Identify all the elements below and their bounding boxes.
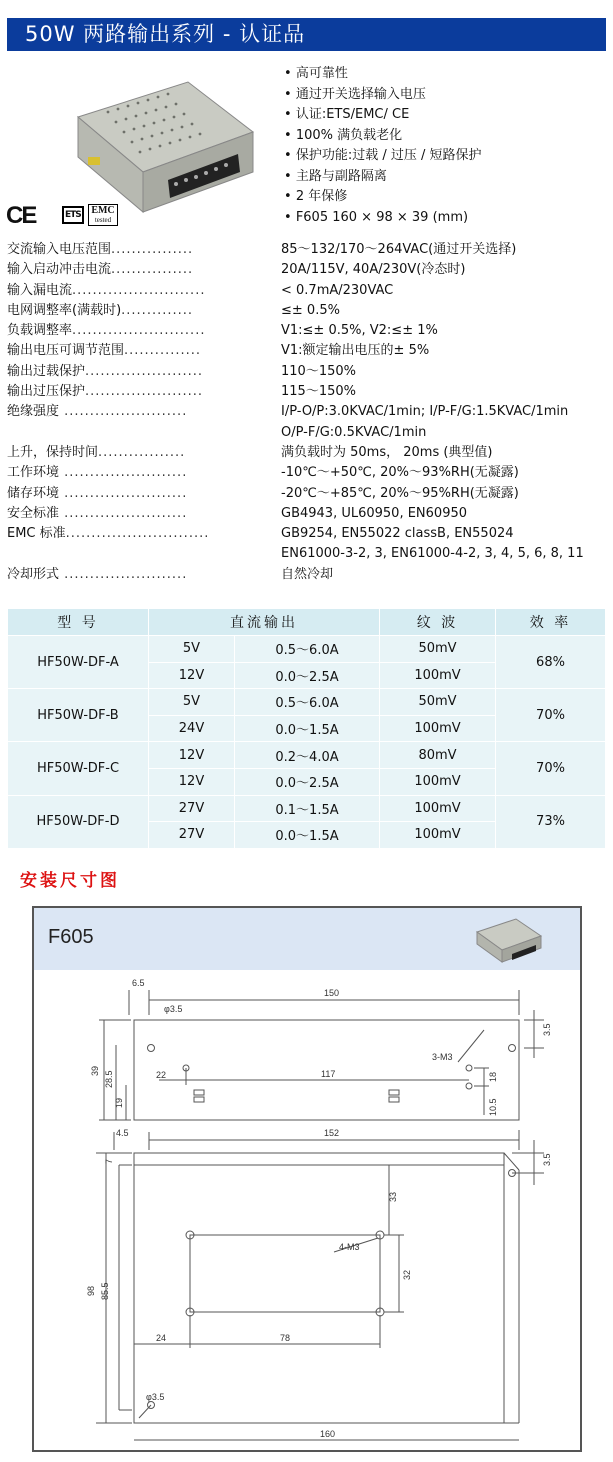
spec-key-text: EMC 标准 <box>7 526 66 542</box>
feature-item: • 保护功能:过载 / 过压 / 短路保护 <box>284 146 481 167</box>
model-name: HF50W-DF-C <box>8 742 149 795</box>
dim-33: 33 <box>388 1191 398 1202</box>
spec-dots: .......................... <box>72 282 206 298</box>
spec-value: V1:≤± 0.5%, V2:≤± 1% <box>281 323 438 339</box>
feature-list <box>284 64 481 228</box>
ets-logo: ETS <box>62 206 84 224</box>
spec-key-text: 输入漏电流 <box>7 282 73 298</box>
spec-value: 115～150% <box>281 384 356 400</box>
spec-row <box>7 504 613 524</box>
spec-row <box>7 443 613 463</box>
spec-value: O/P-F/G:0.5KVAC/1min <box>281 424 427 440</box>
product-image <box>68 72 258 222</box>
section-title: 安装尺寸图 <box>20 871 120 891</box>
spec-key <box>7 240 281 260</box>
spec-value: 自然冷却 <box>281 566 334 582</box>
spec-value: ≤± 0.5% <box>281 302 340 318</box>
dim-78: 78 <box>280 1333 291 1343</box>
efficiency: 70% <box>496 689 606 742</box>
output-voltage: 12V <box>149 742 235 769</box>
spec-key-text: 绝缘强度 <box>7 404 60 420</box>
model-name: HF50W-DF-B <box>8 689 149 742</box>
ripple: 100mV <box>380 768 496 795</box>
efficiency: 70% <box>496 742 606 795</box>
spec-dots: ................. <box>98 444 186 460</box>
dim-28-5: 28.5 <box>104 1070 114 1088</box>
spec-row <box>7 240 613 260</box>
feature-item: • 100% 满负载老化 <box>284 126 481 147</box>
output-current: 0.1～1.5A <box>235 795 380 822</box>
output-voltage: 12V <box>149 768 235 795</box>
dim-3-5-top: 3.5 <box>542 1023 552 1036</box>
spec-key-text: 输入启动冲击电流 <box>7 262 112 278</box>
spec-key <box>7 260 281 280</box>
table-row <box>8 689 606 716</box>
dimension-drawing <box>32 906 582 1452</box>
spec-value: 20A/115V, 40A/230V(冷态时) <box>281 262 466 278</box>
spec-key <box>7 321 281 341</box>
dim-3-m3: 3-M3 <box>432 1052 453 1062</box>
spec-row <box>7 484 613 504</box>
output-current: 0.5～6.0A <box>235 636 380 663</box>
mechanical-drawing <box>34 970 580 1450</box>
spec-dots: ............................ <box>65 526 210 542</box>
efficiency: 68% <box>496 636 606 689</box>
ripple: 80mV <box>380 742 496 769</box>
spec-row <box>7 362 613 382</box>
spec-key-text: 负载调整率 <box>7 323 73 339</box>
spec-dots: ........................ <box>59 505 188 521</box>
output-voltage: 12V <box>149 662 235 689</box>
spec-value: GB4943, UL60950, EN60950 <box>281 505 468 521</box>
spec-key-text: 工作环境 <box>7 465 60 481</box>
ce-logo: CE <box>6 202 36 229</box>
emc-logo-subtext: tested <box>94 216 112 224</box>
dim-32: 32 <box>402 1269 412 1280</box>
spec-key-text: 输出过压保护 <box>7 384 86 400</box>
dim-98: 98 <box>86 1285 96 1296</box>
feature-item: • 2 年保修 <box>284 187 481 208</box>
spec-key-text: 输出过载保护 <box>7 363 86 379</box>
dim-19: 19 <box>114 1097 124 1108</box>
table-row <box>8 742 606 769</box>
dim-4-5: 4.5 <box>116 1128 129 1138</box>
spec-value: I/P-O/P:3.0KVAC/1min; I/P-F/G:1.5KVAC/1min <box>281 404 569 420</box>
spec-row <box>7 524 613 544</box>
ripple: 100mV <box>380 662 496 689</box>
spec-value: -10℃～+50℃, 20%～93%RH(无凝露) <box>281 465 519 481</box>
dim-7: 7 <box>104 1158 114 1164</box>
spec-row <box>7 281 613 301</box>
spec-key-text: 冷却形式 <box>7 566 60 582</box>
col-dc-output: 直流输出 <box>149 609 380 636</box>
col-ripple: 纹 波 <box>380 609 496 636</box>
spec-row <box>7 341 613 361</box>
table-row <box>8 795 606 822</box>
spec-value: V1:额定输出电压的± 5% <box>281 343 430 359</box>
spec-key-text: 电网调整率(满载时) <box>7 302 122 318</box>
spec-key <box>7 484 281 504</box>
spec-value: 85～132/170～264VAC(通过开关选择) <box>281 242 517 257</box>
spec-value: -20℃～+85℃, 20%～95%RH(无凝露) <box>281 485 519 501</box>
output-current: 0.0～1.5A <box>235 715 380 742</box>
model-name: HF50W-DF-D <box>8 795 149 848</box>
spec-key-text: 输出电压可调节范围 <box>7 343 125 359</box>
model-name: HF50W-DF-A <box>8 636 149 689</box>
dim-hole-bottom: φ3.5 <box>146 1392 165 1402</box>
dim-6-5: 6.5 <box>132 978 145 988</box>
col-model: 型 号 <box>8 609 149 636</box>
spec-row <box>7 423 613 443</box>
spec-key <box>7 382 281 402</box>
spec-dots: ....................... <box>85 363 204 379</box>
ripple: 100mV <box>380 795 496 822</box>
output-current: 0.5～6.0A <box>235 689 380 716</box>
spec-dots: ................ <box>111 262 194 278</box>
spec-value: 满负载时为 50ms， 20ms (典型值) <box>281 444 493 460</box>
dim-hole-top: φ3.5 <box>164 1004 183 1014</box>
emc-logo <box>88 204 118 226</box>
spec-key <box>7 565 281 585</box>
spec-dots: ........................ <box>59 465 188 481</box>
dim-22: 22 <box>156 1070 167 1080</box>
spec-row <box>7 382 613 402</box>
spec-dots: .............. <box>121 302 194 318</box>
spec-key <box>7 341 281 361</box>
spec-value: GB9254, EN55022 classB, EN55024 <box>281 526 514 542</box>
dim-85-5: 85.5 <box>100 1282 110 1300</box>
spec-key <box>7 301 281 321</box>
output-current: 0.0～1.5A <box>235 822 380 849</box>
spec-value: < 0.7mA/230VAC <box>281 282 394 298</box>
spec-key-text: 上升，保持时间 <box>7 444 99 460</box>
spec-key-text: 储存环境 <box>7 485 60 501</box>
feature-item: • 高可靠性 <box>284 64 481 85</box>
spec-key <box>7 402 281 422</box>
efficiency: 73% <box>496 795 606 848</box>
spec-key <box>7 504 281 524</box>
drawing-model: F605 <box>48 926 94 948</box>
spec-key <box>7 362 281 382</box>
spec-dots: ........................ <box>59 566 188 582</box>
spec-list <box>7 240 613 585</box>
dim-150: 150 <box>324 988 340 998</box>
spec-key <box>7 281 281 301</box>
spec-key <box>7 524 281 544</box>
output-current: 0.0～2.5A <box>235 662 380 689</box>
output-current: 0.2～4.0A <box>235 742 380 769</box>
feature-item: • 认证:ETS/EMC/ CE <box>284 105 481 126</box>
ripple: 100mV <box>380 822 496 849</box>
spec-dots: ........................ <box>59 485 188 501</box>
ripple: 100mV <box>380 715 496 742</box>
dim-18: 18 <box>488 1071 498 1082</box>
spec-key-text: 交流输入电压范围 <box>7 242 112 257</box>
col-efficiency: 效 率 <box>496 609 606 636</box>
dim-24: 24 <box>156 1333 167 1343</box>
output-voltage: 5V <box>149 689 235 716</box>
output-voltage: 27V <box>149 822 235 849</box>
spec-value: 110～150% <box>281 363 356 379</box>
spec-row <box>7 301 613 321</box>
model-table <box>7 608 606 849</box>
feature-item: • 主路与副路隔离 <box>284 167 481 188</box>
dim-160: 160 <box>320 1429 336 1439</box>
spec-dots: ....................... <box>85 384 204 400</box>
spec-dots: ............... <box>124 343 202 359</box>
feature-item: • 通过开关选择输入电压 <box>284 85 481 106</box>
spec-key-text: 安全标准 <box>7 505 60 521</box>
spec-row <box>7 463 613 483</box>
dim-117: 117 <box>321 1069 336 1079</box>
spec-row <box>7 260 613 280</box>
spec-row <box>7 565 613 585</box>
dim-152: 152 <box>324 1128 340 1138</box>
ripple: 50mV <box>380 689 496 716</box>
spec-key <box>7 443 281 463</box>
spec-dots: .......................... <box>72 323 206 339</box>
dim-10-5: 10.5 <box>488 1098 498 1116</box>
spec-value: EN61000-3-2, 3, EN61000-4-2, 3, 4, 5, 6, 8, 11 <box>281 546 584 562</box>
dim-4-m3: 4-M3 <box>339 1242 360 1252</box>
output-voltage: 5V <box>149 636 235 663</box>
spec-row <box>7 321 613 341</box>
feature-item: • F605 160 × 98 × 39 (mm) <box>284 208 481 229</box>
spec-dots: ........................ <box>59 404 188 420</box>
output-voltage: 24V <box>149 715 235 742</box>
output-current: 0.0～2.5A <box>235 768 380 795</box>
spec-key <box>7 463 281 483</box>
table-row <box>8 636 606 663</box>
ripple: 50mV <box>380 636 496 663</box>
drawing-thumbnail <box>474 916 544 964</box>
spec-row <box>7 544 613 564</box>
page-title: 50W 两路输出系列 - 认证品 <box>7 18 606 51</box>
output-voltage: 27V <box>149 795 235 822</box>
dim-39: 39 <box>90 1065 100 1076</box>
dim-3-5-bottom: 3.5 <box>542 1153 552 1166</box>
spec-dots: ................ <box>111 242 194 257</box>
emc-logo-text: EMC <box>91 205 115 216</box>
spec-row <box>7 402 613 422</box>
